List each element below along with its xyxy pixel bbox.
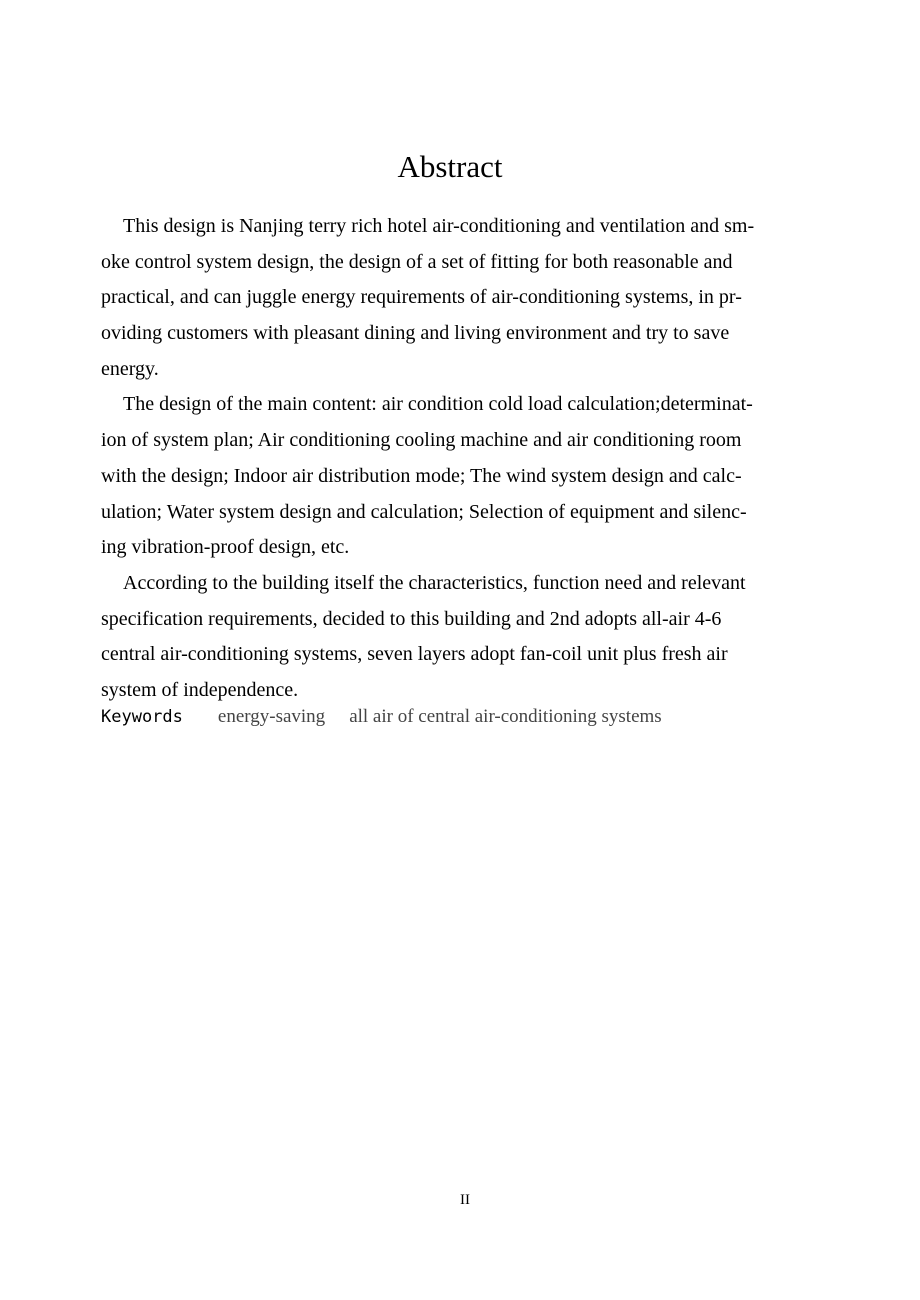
page-number: II (460, 1192, 470, 1208)
paragraph-3-line-4: system of independence. (101, 678, 299, 701)
abstract-body (101, 209, 809, 709)
paragraph-1-line-4: oviding customers with pleasant dining and living environment and try to save (101, 322, 730, 345)
paragraph-3-line-2: specification requirements, decided to this building and 2nd adopts all-air 4-6 (101, 607, 722, 630)
paragraph-1-line-1: This design is Nanjing terry rich hotel air-conditioning and ventilation and sm- (123, 215, 755, 237)
paragraph-2-line-5: ing vibration-proof design, etc. (101, 536, 350, 559)
paragraph-1-line-5: energy. (101, 357, 159, 380)
paragraph-3-line-1: According to the building itself the characteristics, function need and relevant (123, 571, 746, 594)
paragraph-2-line-1: The design of the main content: air condition cold load calculation;determinat- (123, 393, 753, 416)
paragraph-2-line-3: with the design; Indoor air distribution mode; The wind system design and calc- (101, 464, 742, 487)
paragraph-2-line-4: ulation; Water system design and calculation; Selection of equipment and silenc- (101, 500, 747, 523)
page-title: Abstract (397, 149, 503, 184)
paragraph-1-line-2: oke control system design, the design of a set of fitting for both reasonable and (101, 250, 733, 273)
paragraph-1-line-3: practical, and can juggle energy requirements of air-conditioning systems, in pr- (101, 286, 742, 309)
paragraph-2-line-2: ion of system plan; Air conditioning cooling machine and air conditioning room (101, 429, 742, 452)
keywords-row (101, 706, 682, 736)
paragraph-3-line-3: central air-conditioning systems, seven layers adopt fan-coil unit plus fresh air (101, 643, 728, 666)
keyword-item: energy-saving (217, 706, 326, 727)
keyword-item: all air of central air-conditioning systems (349, 706, 662, 727)
keywords-label: Keywords (101, 707, 183, 727)
